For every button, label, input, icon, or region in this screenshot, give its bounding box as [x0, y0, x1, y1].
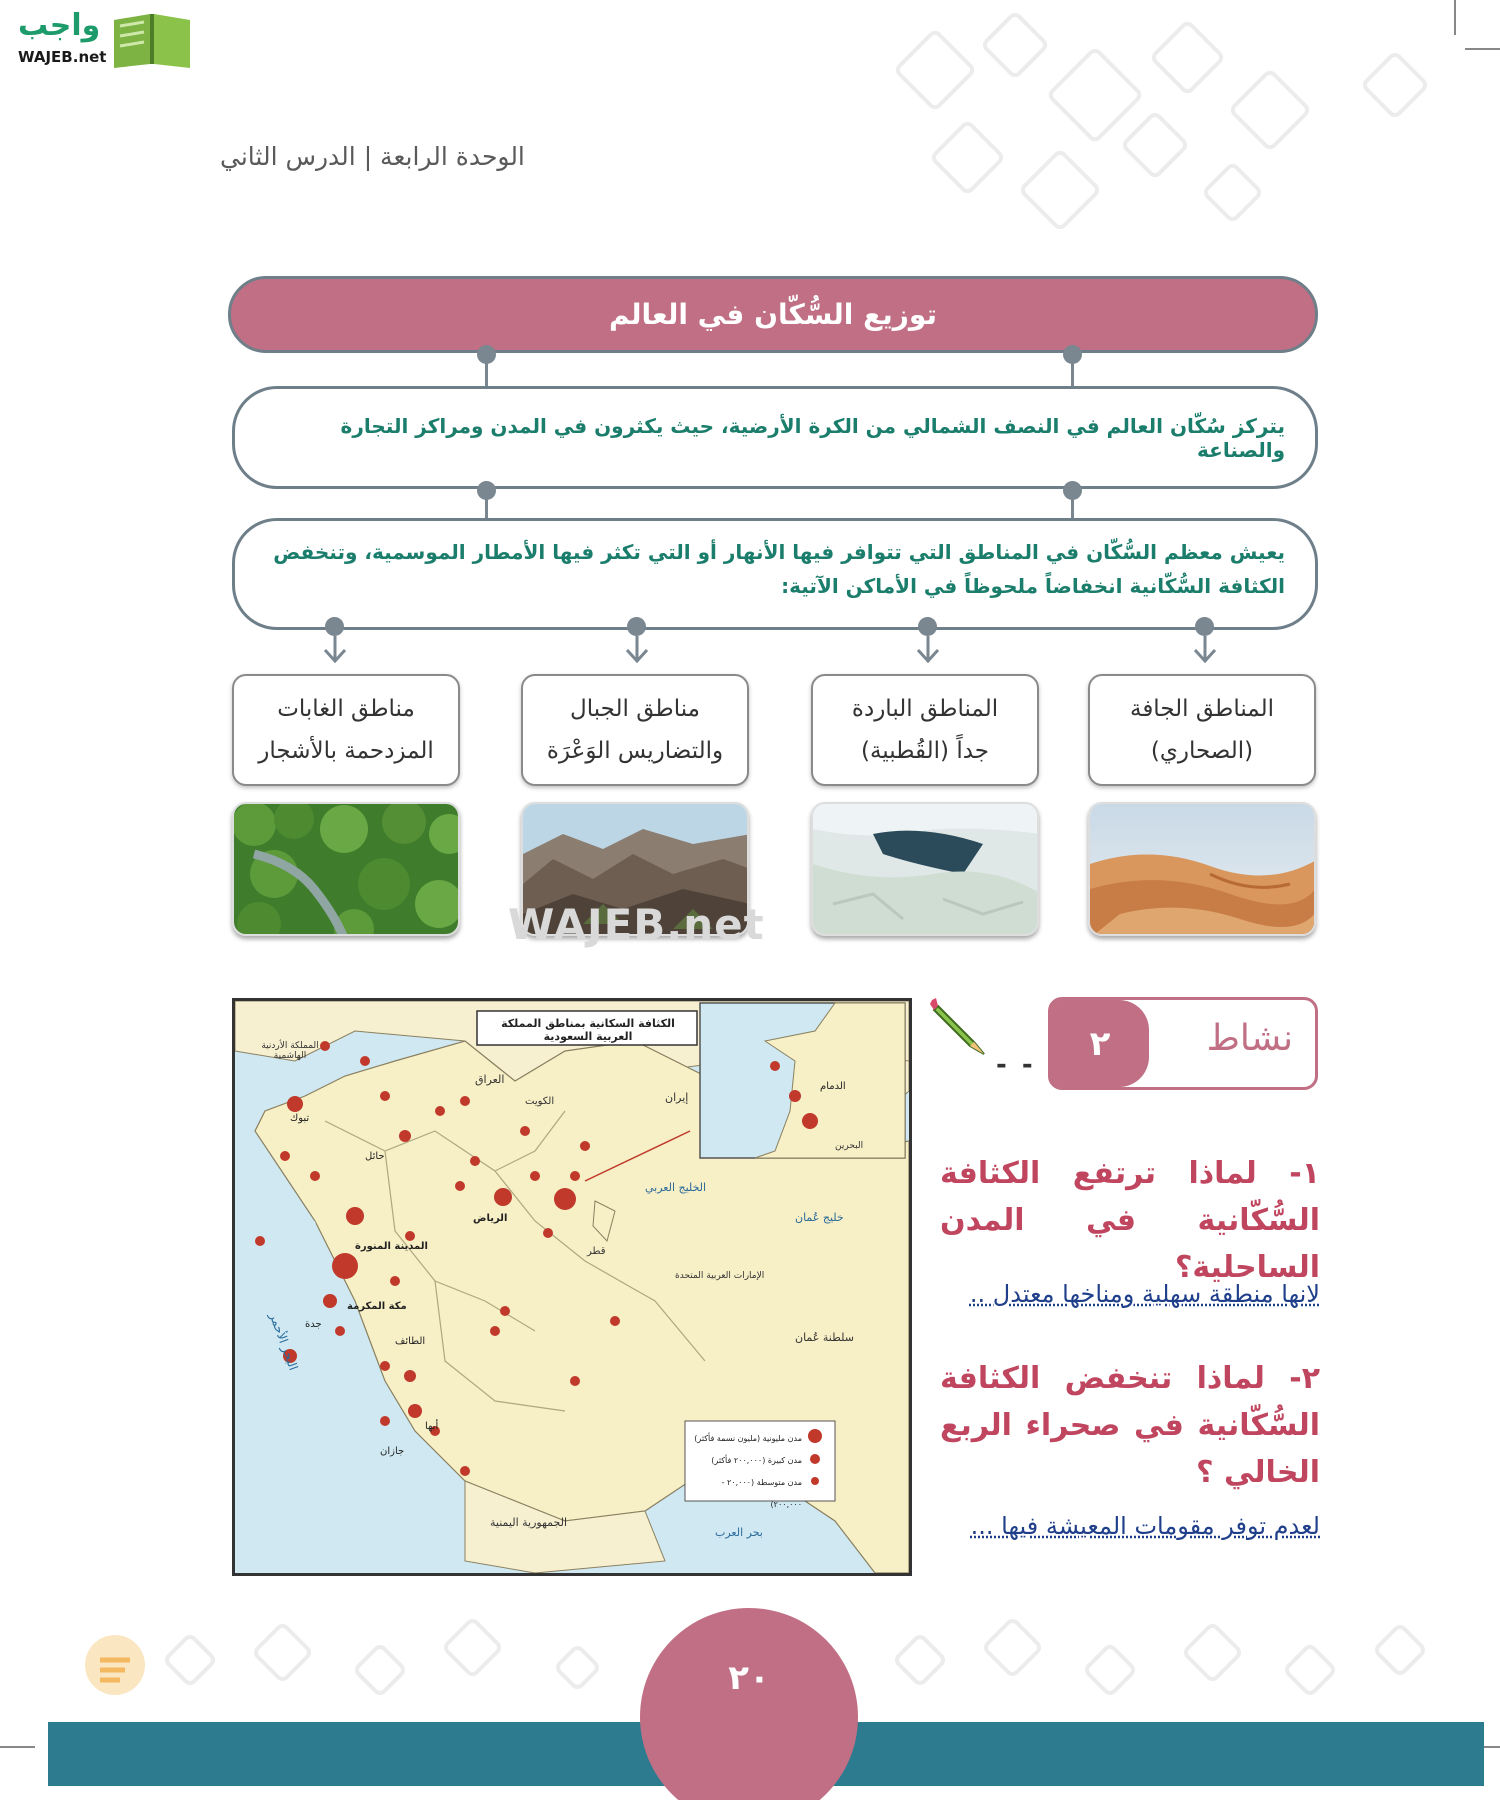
connector-dot [325, 617, 344, 636]
book-icon [110, 10, 194, 68]
connector-dot [477, 345, 496, 364]
map-label-bahrain: البحرين [835, 1141, 864, 1151]
map-label-qatar: قطر [587, 1246, 606, 1257]
crop-mark [0, 1746, 35, 1748]
arrow-down-icon [623, 636, 651, 664]
forest-photo [232, 802, 460, 936]
map-title: الكثافة السكانية بمناطق المملكة العربية السعودية [501, 1017, 675, 1043]
activity-dashes: - - [996, 1050, 1036, 1080]
category-line1: مناطق الجبال [570, 696, 700, 722]
category-line1: مناطق الغابات [277, 696, 415, 722]
population-density-map [232, 998, 912, 1576]
category-line2: والتضاريس الوَعْرَة [546, 738, 724, 764]
category-line1: المناطق الباردة [851, 696, 999, 722]
map-label-red-sea: البحر الأحمر [266, 1311, 301, 1373]
map-label-gulf: الخليج العربي [645, 1181, 707, 1194]
map-city-madinah: المدينة المنورة [355, 1241, 428, 1252]
arrow-down-icon [1191, 636, 1219, 664]
connector-dot [1063, 481, 1082, 500]
desert-photo [1088, 802, 1316, 936]
polar-ice-photo [811, 802, 1039, 936]
connector-dot [918, 617, 937, 636]
map-label-iran: إيران [665, 1091, 689, 1104]
map-label-uae: الإمارات العربية المتحدة [675, 1271, 765, 1281]
map-city-riyadh: الرياض [473, 1213, 508, 1224]
map-label-kuwait: الكويت [525, 1096, 555, 1107]
page-number-badge [640, 1608, 858, 1800]
activity-badge [1048, 997, 1318, 1090]
unit-lesson-header: الوحدة الرابعة | الدرس الثاني [220, 142, 525, 171]
section-title: توزيع السُّكّان في العالم [228, 276, 1318, 353]
map-city-jeddah: جدة [305, 1319, 322, 1330]
map-city-tabuk: تبوك [290, 1113, 310, 1124]
category-line2: المزدحمة بالأشجار [258, 738, 434, 764]
connector-dot [627, 617, 646, 636]
info-box-low-density-places: يعيش معظم السُّكّان في المناطق التي تتوافر فيها الأنهار أو التي تكثر فيها الأمطار الموسمية، وتنخفض الكثافة السُّكّانية انخفاضاً ملحوظاً في الأماكن الآتية: [232, 518, 1318, 630]
decorative-logo-icon [80, 1630, 150, 1700]
arrow-down-icon [914, 636, 942, 664]
activity-number: ٢ [1051, 1000, 1149, 1087]
map-label-arabian-sea: بحر العرب [715, 1526, 763, 1539]
map-label-oman: سلطنة عُمان [795, 1331, 854, 1344]
map-legend [690, 1428, 802, 1516]
map-label-jordan: المملكة الأردنية الهاشمية [261, 1041, 319, 1061]
connector-dot [1063, 345, 1082, 364]
legend-item: مدن متوسطة (٢٠,٠٠٠ - ٢٠٠,٠٠٠) [721, 1478, 802, 1509]
activity-label: نشاط [1206, 1018, 1293, 1059]
category-line2: جداً (القُطبية) [860, 738, 990, 764]
category-line2: (الصحاري) [1150, 738, 1254, 764]
map-label-yemen: الجمهورية اليمنية [490, 1516, 568, 1529]
map-city-taif: الطائف [395, 1336, 426, 1347]
map-label-iraq: العراق [475, 1073, 505, 1086]
question-2: ٢- لماذا تنخفض الكثافة السُّكّانية في صحراء الربع الخالي ؟ [940, 1361, 1320, 1490]
map-city-jazan: جازان [380, 1446, 405, 1457]
pencil-icon [930, 998, 992, 1060]
crop-mark [1454, 0, 1456, 35]
page-number: ٢٠ [728, 1658, 770, 1698]
map-city-dammam: الدمام [820, 1081, 846, 1092]
site-logo[interactable] [8, 6, 193, 68]
answer-2[interactable]: لعدم توفر مقومات المعيشة فيها ... [970, 1512, 1320, 1540]
map-city-abha: أبها [425, 1421, 439, 1432]
category-forest-regions [232, 674, 460, 786]
arrow-down-icon [321, 636, 349, 664]
logo-latin-text: WAJEB.net [18, 48, 107, 66]
answer-1[interactable]: لانها منطقة سهلية ومناخها معتدل .. [969, 1280, 1320, 1308]
category-cold-regions [811, 674, 1039, 786]
category-line1: المناطق الجافة [1129, 696, 1275, 722]
legend-item: مدن مليونية (مليون نسمة فأكثر) [694, 1434, 802, 1443]
connector-dot [477, 481, 496, 500]
map-city-hail: حائل [365, 1151, 385, 1162]
map-label-oman-gulf: خليج عُمان [795, 1211, 844, 1224]
connector-dot [1195, 617, 1214, 636]
legend-item: مدن كبيرة (٢٠٠,٠٠٠ فأكثر) [711, 1456, 802, 1465]
crop-mark [1465, 48, 1500, 50]
category-mountain-regions [521, 674, 749, 786]
logo-arabic-text: واجب [18, 8, 101, 43]
question-1: ١- لماذا ترتفع الكثافة السُّكّانية في المدن الساحلية؟ [940, 1156, 1320, 1285]
category-dry-regions [1088, 674, 1316, 786]
watermark: WAJEB.net [508, 900, 765, 949]
map-city-makkah: مكة المكرمة [347, 1301, 407, 1312]
info-box-northern-hemisphere: يتركز سُكّان العالم في النصف الشمالي من الكرة الأرضية، حيث يكثرون في المدن ومراكز التجارة والصناعة [232, 386, 1318, 489]
